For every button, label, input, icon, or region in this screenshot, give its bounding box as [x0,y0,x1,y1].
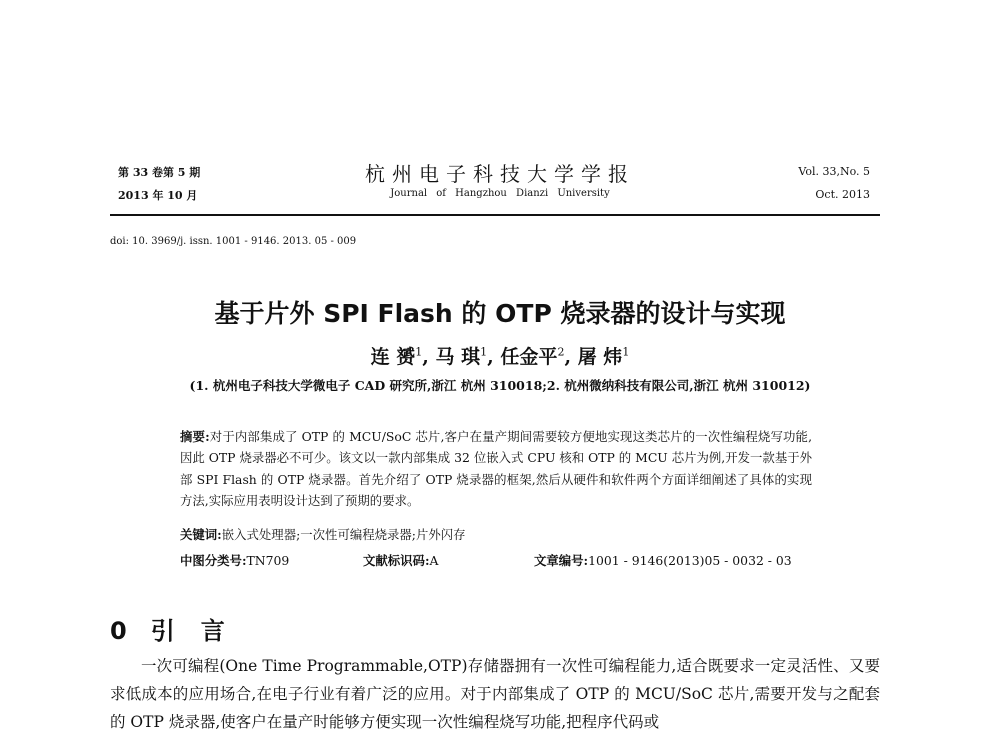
abstract-label: 摘要: [180,429,210,444]
section-title: 引言 [150,617,251,645]
article-number-label: 文章编号: [534,553,589,568]
author-affiliation-mark: 1 [415,345,423,359]
author-separator: , [564,346,572,368]
document-code-value: A [429,553,439,568]
author-affiliation-mark: 2 [557,345,565,359]
keywords-text: 嵌入式处理器;一次性可编程烧录器;片外闪存 [221,527,466,542]
paper-title: 基于片外 SPI Flash 的 OTP 烧录器的设计与实现 [214,299,786,328]
doi: doi: 10. 3969/j. issn. 1001 - 9146. 2013. 05 - 009 [110,236,357,247]
author-name: 屠 炜 [577,346,623,368]
journal-title-cn: 杭州电子科技大学学报 [365,162,635,186]
keywords-label: 关键词: [180,527,222,542]
author-affiliation-mark: 1 [480,345,488,359]
abstract-text: 对于内部集成了 OTP 的 MCU/SoC 芯片,客户在量产期间需要较方便地实现这类芯片的一次性编程烧写功能,因此 OTP 烧录器必不可少。该文以一款内部集成 32 位嵌入式 CPU 核和 OTP 的 MCU 芯片为例,开发一款基于外部 SPI Flash 的 OTP 烧录器。首先介绍了 OTP 烧录器的框架,然后从硬件和软件两个方面详细阐述了具体的实现方法,实际应用表明设计达到了预期的要求。 [180,429,813,508]
journal-title-en: Journal of Hangzhou Dianzi University [390,188,610,199]
keywords [180,525,466,543]
section-number: 0 [110,617,127,645]
author-separator: , [487,346,494,368]
abstract [180,426,812,511]
clc-label: 中图分类号: [180,553,247,568]
author-affiliation-mark: 1 [622,345,630,359]
affiliations: (1. 杭州电子科技大学微电子 CAD 研究所,浙江 杭州 310018;2. 杭州微纳科技有限公司,浙江 杭州 310012) [189,378,811,393]
header-volume-issue: 第 33 卷第 5 期 [118,166,201,179]
author-list [0,342,1000,369]
header-rule [110,214,880,216]
document-code-label: 文献标识码: [363,553,430,568]
section-heading [110,611,251,646]
author-name: 马 琪 [435,346,481,368]
header-date: 2013 年 10 月 [118,189,198,202]
header-volume-issue-en: Vol. 33,No. 5 [798,165,870,178]
author-separator: , [422,346,429,368]
author-name: 连 赟 [370,346,416,368]
clc-value: TN709 [246,553,290,568]
article-number [534,551,792,569]
author-name: 任金平 [500,346,558,368]
body-paragraph: 一次可编程(One Time Programmable,OTP)存储器拥有一次性可编程能力,适合既要求一定灵活性、又要求低成本的应用场合,在电子行业有着广泛的应用。对于内部集成了 OTP 的 MCU/SoC 芯片,需要开发与之配套的 OTP 烧录器,使客户在量产时能够方便实现一次性编程烧写功能,把程序代码或 [110,657,880,731]
clc-number [180,551,289,569]
article-number-value: 1001 - 9146(2013)05 - 0032 - 03 [588,553,792,568]
header-date-en: Oct. 2013 [815,188,870,201]
document-code [363,551,438,569]
